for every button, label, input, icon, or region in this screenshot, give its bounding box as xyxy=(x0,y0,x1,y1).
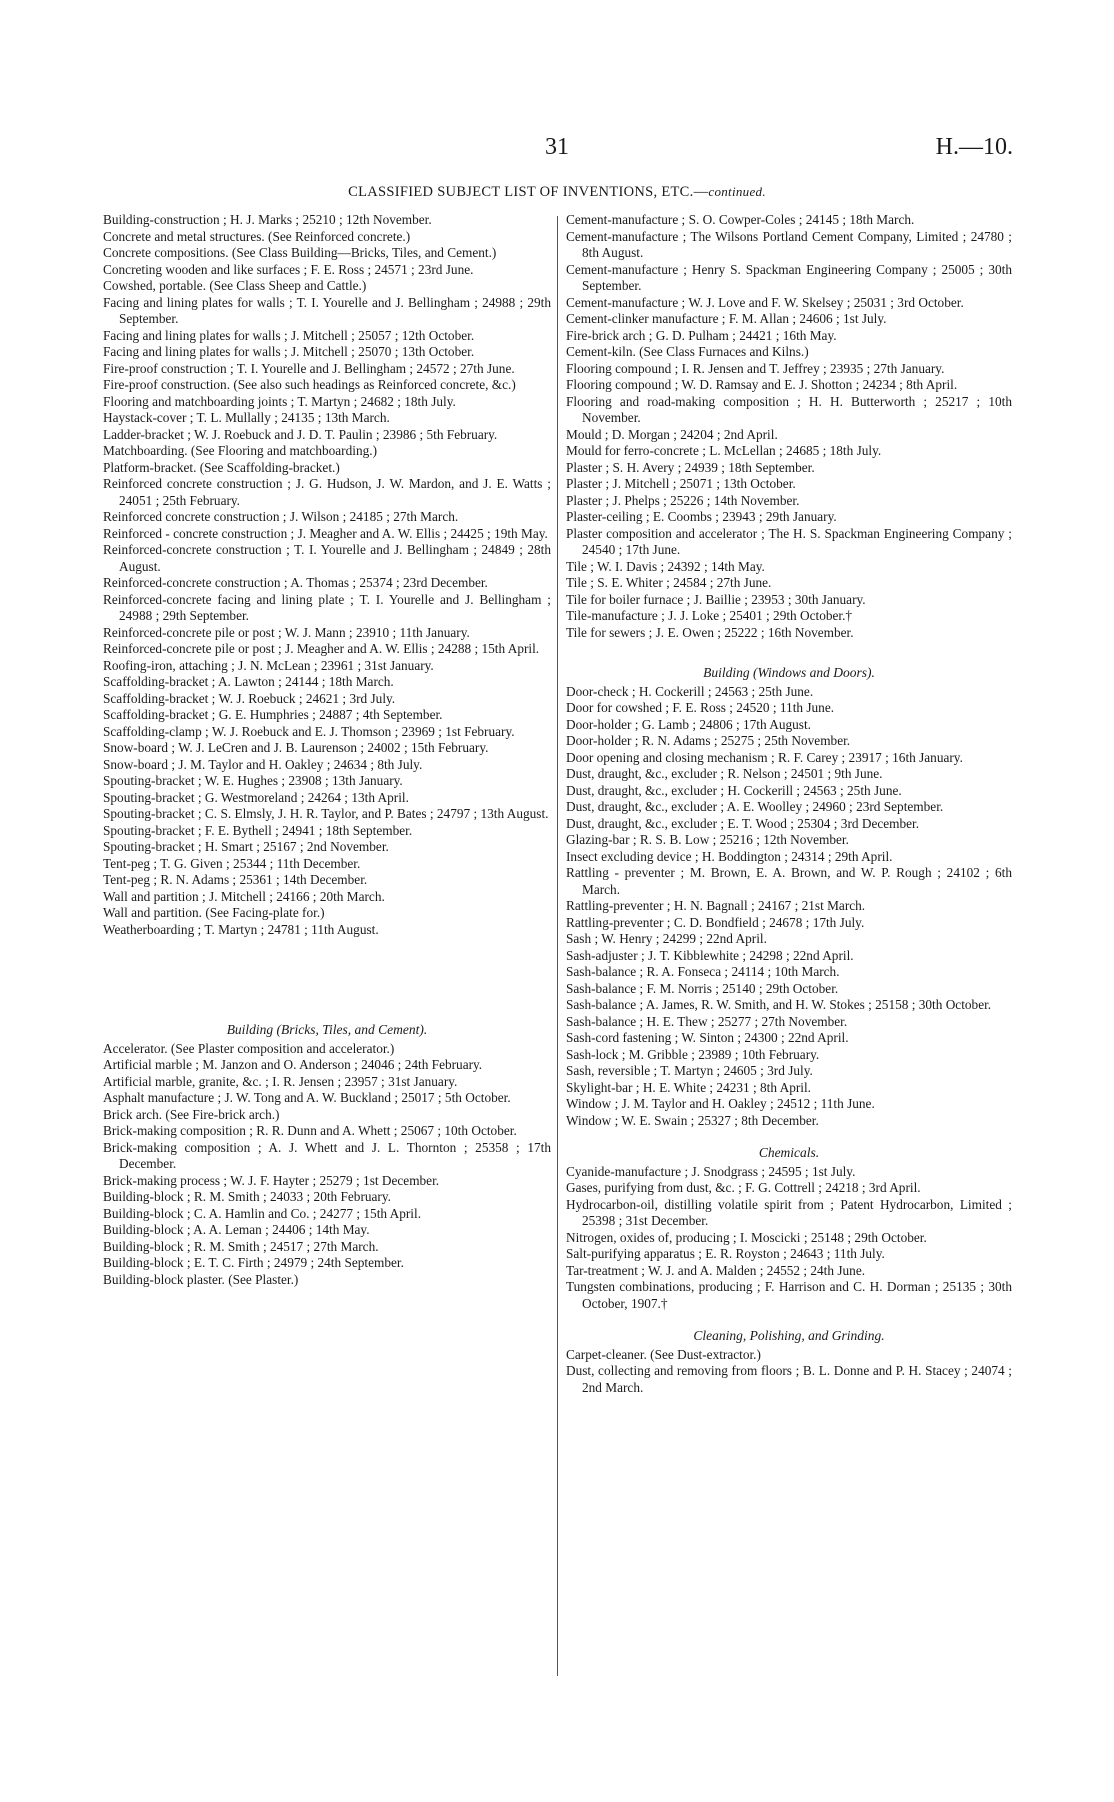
list-entry: Wall and partition ; J. Mitchell ; 24166 ; 20th March. xyxy=(103,888,385,904)
list-entry: Rattling-preventer ; H. N. Bagnall ; 24167 ; 21st March. xyxy=(566,898,866,913)
list-entry: Insect excluding device ; H. Boddington ; 24314 ; 29th April. xyxy=(566,848,893,864)
list-entry: Cowshed, portable. (See Class Sheep and Cattle.) xyxy=(103,278,367,293)
list-entry: Plaster-ceiling ; E. Coombs ; 23943 ; 29th January. xyxy=(566,509,837,524)
list-entry: Sash-balance ; A. James, R. W. Smith, and H. W. Stokes ; 25158 ; 30th October. xyxy=(566,997,992,1012)
page-number: 31 xyxy=(545,134,569,160)
list-entry: Sash-balance ; R. A. Fonseca ; 24114 ; 10th March. xyxy=(566,964,840,979)
list-entry: Roofing-iron, attaching ; J. N. McLean ; 23961 ; 31st January. xyxy=(103,657,434,673)
list-entry: Carpet-cleaner. (See Dust-extractor.) xyxy=(566,1346,761,1362)
list-entry: Accelerator. (See Plaster composition and accelerator.) xyxy=(103,1040,395,1056)
list-entry: Flooring compound ; I. R. Jensen and T. Jeffrey ; 23935 ; 27th January. xyxy=(566,360,945,376)
list-entry: Flooring compound ; W. D. Ramsay and E. J. Shotton ; 24234 ; 8th April. xyxy=(566,377,958,392)
list-entry: Sash-balance ; F. M. Norris ; 25140 ; 29th October. xyxy=(566,980,839,996)
list-entry: Dust, collecting and removing from floors ; B. L. Donne and P. H. Stacey ; 24074 ; 2nd March. xyxy=(566,1363,1012,1395)
list-entry: Door-holder ; R. N. Adams ; 25275 ; 25th November. xyxy=(566,733,851,748)
list-entry: Building-block ; C. A. Hamlin and Co. ; 24277 ; 15th April. xyxy=(103,1205,422,1221)
list-entry: Sash-adjuster ; J. T. Kibblewhite ; 24298 ; 22nd April. xyxy=(566,947,854,963)
list-entry: Gases, purifying from dust, &c. ; F. G. Cottrell ; 24218 ; 3rd April. xyxy=(566,1180,921,1195)
list-entry: Sash-balance ; H. E. Thew ; 25277 ; 27th November. xyxy=(566,1013,848,1029)
list-entry: Flooring and road-making composition ; H. H. Butterworth ; 25217 ; 10th November. xyxy=(566,393,1012,425)
list-entry: Brick-making process ; W. J. F. Hayter ; 25279 ; 1st December. xyxy=(103,1172,440,1188)
list-entry: Reinforced-concrete facing and lining plate ; T. I. Yourelle and J. Bellingham ; 24988 ; 29th September. xyxy=(103,591,551,623)
list-entry: Cement-clinker manufacture ; F. M. Allan ; 24606 ; 1st July. xyxy=(566,311,887,326)
entry-list xyxy=(103,212,551,938)
list-entry: Scaffolding-bracket ; W. J. Roebuck ; 24621 ; 3rd July. xyxy=(103,690,396,706)
list-entry: Facing and lining plates for walls ; J. Mitchell ; 25057 ; 12th October. xyxy=(103,327,475,343)
list-entry: Flooring and matchboarding joints ; T. Martyn ; 24682 ; 18th July. xyxy=(103,393,456,409)
right-column xyxy=(566,212,1012,1396)
list-entry: Cement-manufacture ; S. O. Cowper-Coles ; 24145 ; 18th March. xyxy=(566,212,915,227)
list-entry: Spouting-bracket ; H. Smart ; 25167 ; 2nd November. xyxy=(103,839,389,854)
list-entry: Tile for sewers ; J. E. Owen ; 25222 ; 16th November. xyxy=(566,624,854,640)
list-entry: Sash-cord fastening ; W. Sinton ; 24300 ; 22nd April. xyxy=(566,1030,849,1045)
list-entry: Mould for ferro-concrete ; L. McLellan ; 24685 ; 18th July. xyxy=(566,443,882,458)
list-entry: Concrete compositions. (See Class Building—Bricks, Tiles, and Cement.) xyxy=(103,245,497,260)
section-title: Chemicals. xyxy=(758,1145,820,1160)
list-entry: Plaster ; J. Phelps ; 25226 ; 14th November. xyxy=(566,492,800,508)
entry-list xyxy=(566,1164,1012,1313)
list-entry: Reinforced concrete construction ; J. Wilson ; 24185 ; 27th March. xyxy=(103,509,459,524)
list-entry: Building-block ; R. M. Smith ; 24033 ; 20th February. xyxy=(103,1189,391,1204)
list-entry: Window ; J. M. Taylor and H. Oakley ; 24512 ; 11th June. xyxy=(566,1096,875,1111)
list-entry: Hydrocarbon-oil, distilling volatile spirit from ; Patent Hydrocarbon, Limited ; 25398 ; 31st December. xyxy=(566,1196,1012,1228)
list-entry: Wall and partition. (See Facing-plate for.) xyxy=(103,905,325,920)
entry-list xyxy=(566,1347,1012,1397)
list-entry: Dust, draught, &c., excluder ; R. Nelson ; 24501 ; 9th June. xyxy=(566,766,883,781)
list-entry: Dust, draught, &c., excluder ; A. E. Woolley ; 24960 ; 23rd September. xyxy=(566,799,944,814)
list-entry: Rattling-preventer ; C. D. Bondfield ; 24678 ; 17th July. xyxy=(566,914,865,930)
list-entry: Scaffolding-bracket ; A. Lawton ; 24144 ; 18th March. xyxy=(103,674,394,689)
list-entry: Nitrogen, oxides of, producing ; I. Moscicki ; 25148 ; 29th October. xyxy=(566,1229,927,1245)
list-entry: Facing and lining plates for walls ; J. Mitchell ; 25070 ; 13th October. xyxy=(103,344,475,359)
entry-list xyxy=(566,212,1012,641)
list-entry: Brick-making composition ; A. J. Whett and J. L. Thornton ; 25358 ; 17th December. xyxy=(103,1139,551,1171)
list-entry: Cement-kiln. (See Class Furnaces and Kilns.) xyxy=(566,344,809,359)
column-divider xyxy=(557,216,558,1676)
list-entry: Door opening and closing mechanism ; R. F. Carey ; 23917 ; 16th January. xyxy=(566,749,963,765)
list-entry: Ladder-bracket ; W. J. Roebuck and J. D. T. Paulin ; 23986 ; 5th February. xyxy=(103,426,498,442)
list-entry: Facing and lining plates for walls ; T. I. Yourelle and J. Bellingham ; 24988 ; 29th September. xyxy=(103,294,551,326)
section-title: Building (Windows and Doors). xyxy=(703,665,875,680)
heading-main: CLASSIFIED SUBJECT LIST OF INVENTIONS, ETC.— xyxy=(348,184,709,200)
left-column xyxy=(103,212,551,1288)
list-entry: Mould ; D. Morgan ; 24204 ; 2nd April. xyxy=(566,426,778,442)
list-entry: Tile-manufacture ; J. J. Loke ; 25401 ; 29th October.† xyxy=(566,608,853,623)
list-entry: Brick arch. (See Fire-brick arch.) xyxy=(103,1106,280,1122)
list-entry: Building-block ; A. A. Leman ; 24406 ; 14th May. xyxy=(103,1222,370,1237)
list-entry: Plaster composition and accelerator ; The H. S. Spackman Engineering Company ; 24540 ; 17th June. xyxy=(566,525,1012,557)
list-entry: Sash-lock ; M. Gribble ; 23989 ; 10th February. xyxy=(566,1046,820,1062)
list-entry: Skylight-bar ; H. E. White ; 24231 ; 8th April. xyxy=(566,1079,811,1095)
section-title: Building (Bricks, Tiles, and Cement). xyxy=(226,1022,428,1037)
list-entry: Concreting wooden and like surfaces ; F. E. Ross ; 24571 ; 23rd June. xyxy=(103,261,474,277)
list-entry: Platform-bracket. (See Scaffolding-bracket.) xyxy=(103,459,340,475)
list-entry: Door for cowshed ; F. E. Ross ; 24520 ; 11th June. xyxy=(566,700,835,715)
list-entry: Reinforced-concrete construction ; A. Thomas ; 25374 ; 23rd December. xyxy=(103,575,488,590)
list-entry: Plaster ; S. H. Avery ; 24939 ; 18th September. xyxy=(566,459,815,475)
list-entry: Window ; W. E. Swain ; 25327 ; 8th December. xyxy=(566,1112,819,1128)
list-entry: Cement-manufacture ; Henry S. Spackman Engineering Company ; 25005 ; 30th September. xyxy=(566,261,1012,293)
list-entry: Spouting-bracket ; G. Westmoreland ; 24264 ; 13th April. xyxy=(103,789,409,805)
list-entry: Sash, reversible ; T. Martyn ; 24605 ; 3rd July. xyxy=(566,1063,813,1078)
entry-list xyxy=(566,684,1012,1130)
list-entry: Cyanide-manufacture ; J. Snodgrass ; 24595 ; 1st July. xyxy=(566,1163,856,1179)
list-entry: Plaster ; J. Mitchell ; 25071 ; 13th October. xyxy=(566,476,796,491)
list-entry: Snow-board ; W. J. LeCren and J. B. Laurenson ; 24002 ; 15th February. xyxy=(103,740,489,755)
list-entry: Dust, draught, &c., excluder ; H. Cockerill ; 24563 ; 25th June. xyxy=(566,782,902,798)
list-entry: Door-check ; H. Cockerill ; 24563 ; 25th June. xyxy=(566,683,814,699)
list-entry: Artificial marble, granite, &c. ; I. R. Jensen ; 23957 ; 31st January. xyxy=(103,1073,458,1089)
list-entry: Reinforced-concrete pile or post ; W. J. Mann ; 23910 ; 11th January. xyxy=(103,624,470,640)
list-entry: Rattling - preventer ; M. Brown, E. A. Brown, and W. P. Rough ; 24102 ; 6th March. xyxy=(566,865,1012,897)
list-entry: Tar-treatment ; W. J. and A. Malden ; 24552 ; 24th June. xyxy=(566,1262,866,1278)
list-entry: Haystack-cover ; T. L. Mullally ; 24135 ; 13th March. xyxy=(103,410,390,425)
list-entry: Fire-brick arch ; G. D. Pulham ; 24421 ; 16th May. xyxy=(566,327,837,343)
list-entry: Asphalt manufacture ; J. W. Tong and A. W. Buckland ; 25017 ; 5th October. xyxy=(103,1090,511,1105)
list-entry: Tile ; S. E. Whiter ; 24584 ; 27th June. xyxy=(566,575,772,590)
list-entry: Matchboarding. (See Flooring and matchboarding.) xyxy=(103,443,377,458)
entry-list xyxy=(103,1041,551,1289)
list-entry: Building-construction ; H. J. Marks ; 25210 ; 12th November. xyxy=(103,212,432,227)
list-entry: Fire-proof construction. (See also such headings as Reinforced concrete, &c.) xyxy=(103,377,516,392)
list-entry: Tent-peg ; T. G. Given ; 25344 ; 11th December. xyxy=(103,855,361,871)
list-entry: Weatherboarding ; T. Martyn ; 24781 ; 11th August. xyxy=(103,921,379,937)
list-entry: Snow-board ; J. M. Taylor and H. Oakley ; 24634 ; 8th July. xyxy=(103,756,423,772)
list-entry: Reinforced-concrete pile or post ; J. Meagher and A. W. Ellis ; 24288 ; 15th April. xyxy=(103,641,540,656)
list-entry: Tile for boiler furnace ; J. Baillie ; 23953 ; 30th January. xyxy=(566,591,866,607)
list-entry: Glazing-bar ; R. S. B. Low ; 25216 ; 12th November. xyxy=(566,832,849,847)
list-entry: Door-holder ; G. Lamb ; 24806 ; 17th August. xyxy=(566,716,811,732)
list-entry: Building-block ; E. T. C. Firth ; 24979 ; 24th September. xyxy=(103,1255,404,1270)
list-entry: Cement-manufacture ; The Wilsons Portland Cement Company, Limited ; 24780 ; 8th August. xyxy=(566,228,1012,260)
heading-continued: continued. xyxy=(708,184,766,199)
list-entry: Reinforced-concrete construction ; T. I. Yourelle and J. Bellingham ; 24849 ; 28th August. xyxy=(103,542,551,574)
list-entry: Building-block ; R. M. Smith ; 24517 ; 27th March. xyxy=(103,1238,379,1254)
page-heading xyxy=(0,184,1114,201)
list-entry: Building-block plaster. (See Plaster.) xyxy=(103,1271,299,1287)
list-entry: Tent-peg ; R. N. Adams ; 25361 ; 14th December. xyxy=(103,872,368,887)
list-entry: Reinforced concrete construction ; J. G. Hudson, J. W. Mardon, and J. E. Watts ; 24051 ; 25th February. xyxy=(103,476,551,508)
list-entry: Brick-making composition ; R. R. Dunn and A. Whett ; 25067 ; 10th October. xyxy=(103,1123,517,1138)
document-reference: H.—10. xyxy=(935,134,1013,160)
list-entry: Tile ; W. I. Davis ; 24392 ; 14th May. xyxy=(566,558,765,574)
list-entry: Sash ; W. Henry ; 24299 ; 22nd April. xyxy=(566,931,767,946)
list-entry: Salt-purifying apparatus ; E. R. Royston ; 24643 ; 11th July. xyxy=(566,1246,885,1261)
list-entry: Tungsten combinations, producing ; F. Harrison and C. H. Dorman ; 25135 ; 30th October, 1907.† xyxy=(566,1279,1012,1311)
list-entry: Scaffolding-clamp ; W. J. Roebuck and E. J. Thomson ; 23969 ; 1st February. xyxy=(103,723,515,739)
list-entry: Artificial marble ; M. Janzon and O. Anderson ; 24046 ; 24th February. xyxy=(103,1057,483,1072)
list-entry: Spouting-bracket ; F. E. Bythell ; 24941 ; 18th September. xyxy=(103,822,413,838)
list-entry: Dust, draught, &c., excluder ; E. T. Wood ; 25304 ; 3rd December. xyxy=(566,815,920,831)
section-title: Cleaning, Polishing, and Grinding. xyxy=(693,1328,885,1343)
list-entry: Concrete and metal structures. (See Reinforced concrete.) xyxy=(103,228,411,244)
list-entry: Scaffolding-bracket ; G. E. Humphries ; 24887 ; 4th September. xyxy=(103,707,443,722)
list-entry: Cement-manufacture ; W. J. Love and F. W. Skelsey ; 25031 ; 3rd October. xyxy=(566,294,964,310)
list-entry: Spouting-bracket ; C. S. Elmsly, J. H. R. Taylor, and P. Bates ; 24797 ; 13th August. xyxy=(103,806,549,821)
list-entry: Fire-proof construction ; T. I. Yourelle and J. Bellingham ; 24572 ; 27th June. xyxy=(103,360,515,376)
list-entry: Reinforced - concrete construction ; J. Meagher and A. W. Ellis ; 24425 ; 19th May. xyxy=(103,525,548,541)
list-entry: Spouting-bracket ; W. E. Hughes ; 23908 ; 13th January. xyxy=(103,773,403,788)
